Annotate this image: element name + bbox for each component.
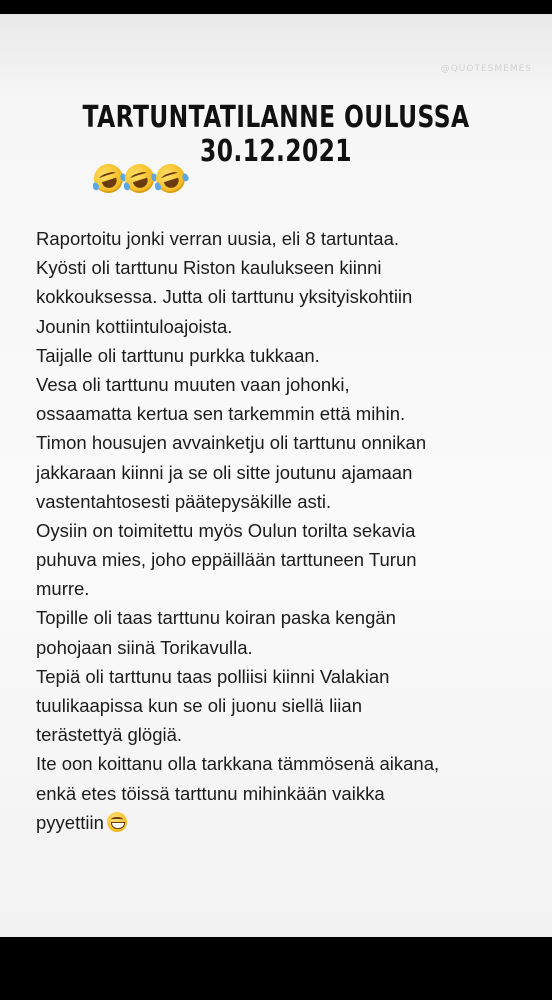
body-line: Raportoitu jonki verran uusia, eli 8 tartuntaa.: [36, 228, 400, 249]
body-line: Ite oon koittanu olla tarkkana tämmösenä aikana,: [36, 753, 440, 775]
top-black-bar: [0, 0, 552, 14]
body-line: ossaamatta kertua sen tarkemmin että mihin.: [36, 403, 406, 425]
watermark: @QUOTESMEMES: [440, 64, 532, 74]
body-line: Kyösti oli tarttunu Riston kaulukseen kiinni: [36, 257, 382, 279]
body-line: tuulikaapissa kun se oli juonu siellä liian: [36, 695, 362, 716]
body-line: kokkouksessa. Jutta oli tarttunu yksityiskohtiin: [36, 286, 413, 308]
body-line: enkä etes töissä tarttunu mihinkään vaikka: [36, 782, 385, 804]
body-line: pohojaan siinä Torikavulla.: [36, 636, 253, 658]
body-line: jakkaraan kiinni ja se oli sitte joutunu ajamaan: [36, 461, 413, 483]
body-line: Tepiä oli tarttunu taas polliisi kiinni Valakian: [36, 665, 390, 687]
rolling-on-floor-laughing-icon: [152, 160, 189, 197]
body-line: Oysiin on toimitettu myös Oulun torilta sekavia: [36, 519, 416, 541]
post-image: [0, 14, 552, 937]
body-line: puhuva mies, joho eppäillään tarttuneen Turun: [36, 549, 417, 571]
body-line: Jounin kottiintuloajoista.: [36, 315, 233, 337]
body-line: Topille oli taas tarttunu koiran paska kengän: [36, 607, 396, 629]
body-line: terästettyä glögiä.: [36, 724, 183, 746]
grinning-face-icon: [107, 812, 127, 832]
body-line-text: pyyettiin: [36, 811, 104, 833]
rolling-on-floor-laughing-icon: [90, 160, 127, 197]
body-line: murre.: [36, 578, 90, 600]
laughing-emoji-row: [94, 164, 185, 193]
post-body: [36, 224, 536, 837]
body-line-last: [36, 808, 536, 837]
rolling-on-floor-laughing-icon: [121, 160, 158, 197]
body-line: Vesa oli tarttunu muuten vaan johonki,: [36, 373, 350, 395]
post-date: 30.12.2021: [200, 134, 352, 169]
body-line: Timon housujen avvainketju oli tarttunu onnikan: [36, 432, 427, 454]
body-line: Taijalle oli tarttunu purkka tukkaan.: [36, 344, 320, 366]
body-line: vastentahtosesti päätepysäkille asti.: [36, 490, 332, 512]
post-title: TARTUNTATILANNE OULUSSA: [82, 100, 470, 135]
bottom-black-bar: [0, 937, 552, 1000]
